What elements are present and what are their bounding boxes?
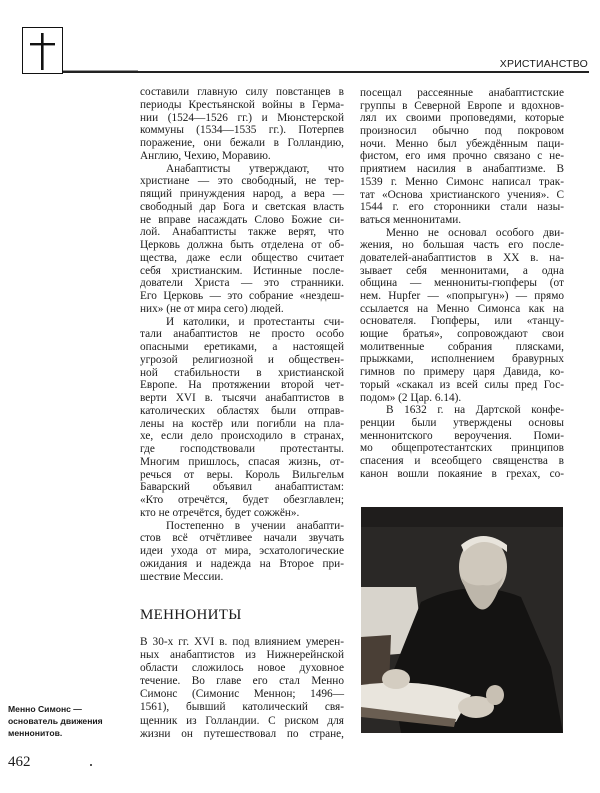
text-line: себя христианским. Истинные после- xyxy=(140,264,344,277)
text-line: основателя. Гюпферы, или «танцу- xyxy=(360,315,564,328)
text-line: Его Церковь — это собрание «нездеш- xyxy=(140,290,344,302)
section-cross-emblem xyxy=(22,27,63,74)
right-column-text xyxy=(360,87,564,480)
text-line: «Кто отречётся, будет обезглавлен; xyxy=(140,494,344,506)
text-line: тат «Основа христианского учения». С xyxy=(360,188,564,201)
text-line: свободный дар Бога и светская власть xyxy=(140,200,344,213)
text-line: жизни он путешествовал по стране, xyxy=(140,727,344,740)
text-line: христиане — это свободный, не тер- xyxy=(140,175,344,188)
text-line: 1544 г. его сторонники стали назы- xyxy=(360,201,564,214)
text-line: посещал рассеянные анабаптистские xyxy=(360,87,564,99)
text-line: подом» (2 Цар. 6.14). xyxy=(360,391,462,404)
text-line: шествие Мессии. xyxy=(140,570,224,583)
text-line: ваться меннонитами. xyxy=(360,213,462,226)
text-line: дователи Христа — это странники. xyxy=(140,277,344,290)
text-line: них» (не от мира сего) людей. xyxy=(140,302,284,315)
text-line: Анабаптисты утверждают, что xyxy=(166,162,344,175)
text-line: спасения и всеобщего священства в xyxy=(360,454,564,467)
text-line: нии (1524—1526 гг.) и Мюнстерской xyxy=(140,111,344,124)
text-line: 1561), бывший католический свя- xyxy=(140,701,344,714)
text-line: И католики, и протестанты счи- xyxy=(166,315,344,328)
text-line: ожидания и надежда на Второе при- xyxy=(140,557,344,570)
mennonites-section-text xyxy=(140,636,344,741)
text-line: торый «скакал из всей силы пред Гос- xyxy=(360,378,564,391)
page-number: 462 xyxy=(8,754,31,770)
text-line: щенник из Голландии. С риском для xyxy=(140,714,344,727)
text-line: Англию, Чехию, Моравию. xyxy=(140,149,271,162)
text-line: не вправе насаждать Слово Божие си- xyxy=(140,213,344,226)
text-line: лой. Анабаптисты также верят, что xyxy=(140,226,344,239)
text-line: Менно не основал особого дви- xyxy=(386,226,564,239)
text-line: течение. Во главе его стал Менно xyxy=(140,675,344,688)
text-line: Симонс (Симонис Меннон; 1496— xyxy=(140,688,344,701)
text-line: угрозой религиозной и обществен- xyxy=(140,353,344,366)
text-line: прыжками, исполнением бравурных xyxy=(360,353,564,366)
text-line: ночи. Менно был убеждённым паци- xyxy=(360,137,564,150)
text-line: лены на костёр или погибли на пла- xyxy=(140,417,344,430)
text-line: приятием насилия в анабаптизме. В xyxy=(360,163,564,176)
text-line: ющие братья», сопровождают свои xyxy=(360,328,564,341)
text-line: щества, даже если общество считает xyxy=(140,251,344,264)
text-line: Церковь должна быть отделена от об- xyxy=(140,239,344,251)
text-line: кто не отречётся, будет сожжён». xyxy=(140,506,300,519)
text-line: коммуны (1534—1535 гг.). Потерпев xyxy=(140,124,344,137)
text-line: где господствовали протестанты. xyxy=(140,443,344,455)
caption-line: основатель движения xyxy=(8,716,103,726)
text-line: составили главную силу повстанцев в xyxy=(140,86,344,98)
text-line: идеи ухода от мира, эсхатологические xyxy=(140,545,344,557)
text-line: произносил обычно под покровом xyxy=(360,125,564,138)
text-line: В 30-х гг. XVI в. под влиянием умерен- xyxy=(140,636,344,648)
text-line: области сложилось новое духовное xyxy=(140,662,344,675)
text-line: молитвенные собрания плясками, xyxy=(360,340,564,353)
text-line: канон вошли покаяние в грехах, со- xyxy=(360,467,564,480)
caption-line: меннонитов. xyxy=(8,728,63,738)
cross-icon xyxy=(23,28,62,73)
text-line: группы в Северной Европе и вдохнов- xyxy=(360,99,564,112)
text-line: периоды Крестьянской войны в Герма- xyxy=(140,98,344,111)
text-line: Многим пришлось, спасая жизнь, от- xyxy=(140,455,344,468)
text-line: община — меннониты-гюпферы (от xyxy=(360,277,564,290)
section-heading: МЕННОНИТЫ xyxy=(140,607,242,623)
text-line: лял их своими проповедями, которые xyxy=(360,112,564,125)
header-rule xyxy=(63,71,589,73)
text-line: жения, но большая часть его после- xyxy=(360,239,564,252)
text-line: речься от веры. Король Вильгельм xyxy=(140,468,344,481)
text-line: Баварский объявил анабаптистам: xyxy=(140,481,344,494)
text-line: католических областях были отправ- xyxy=(140,404,344,417)
text-line: поражение, они бежали в Голландию, xyxy=(140,137,344,149)
text-line: нем. Hupfer — «попрыгун») — прямо xyxy=(360,290,564,302)
text-line: ссылается на Менно Симонса как на xyxy=(360,302,564,315)
text-line: хе, если дело происходило в странах, xyxy=(140,430,344,443)
text-line: ренции были утверждены основы xyxy=(360,416,564,429)
text-line: верти XVI в. тысячи анабаптистов в xyxy=(140,392,344,404)
text-line: дователей-анабаптистов в XX в. на- xyxy=(360,251,564,264)
text-line: зывает себя меннонитами, а одна xyxy=(360,264,564,277)
text-line: 1539 г. Менно Симонс написал трак- xyxy=(360,175,564,188)
text-line: меннонитского вероучения. Поми- xyxy=(360,429,564,442)
text-line: стов всё отчётливее начали звучать xyxy=(140,532,344,545)
text-line: мо общепротестантских принципов xyxy=(360,442,564,455)
running-title: ХРИСТИАНСТВО xyxy=(499,58,588,70)
text-line: Постепенно в учении анабапти- xyxy=(166,519,344,532)
text-line: В 1632 г. на Дартской конфе- xyxy=(386,404,564,417)
text-line: ной стабильности в христианской xyxy=(140,366,344,379)
text-line: опасными еретиками, а настоящей xyxy=(140,341,344,353)
caption-line: Менно Симонс — xyxy=(8,704,82,714)
text-line: пящий принуждения народ, а вера — xyxy=(140,188,344,200)
text-line: фистом, его имя прочно связано с не- xyxy=(360,150,564,163)
text-line: тали анабаптистов не просто особо xyxy=(140,328,344,341)
print-speck xyxy=(90,764,92,766)
text-line: Европе. На протяжении второй чет- xyxy=(140,379,344,392)
text-line: гимнов по примеру царя Давида, ко- xyxy=(360,366,564,379)
text-line: ных анабаптистов из Нижнерейнской xyxy=(140,649,344,662)
portrait-menno-simons xyxy=(361,507,563,733)
image-caption xyxy=(8,703,103,739)
left-column-text xyxy=(140,86,344,583)
